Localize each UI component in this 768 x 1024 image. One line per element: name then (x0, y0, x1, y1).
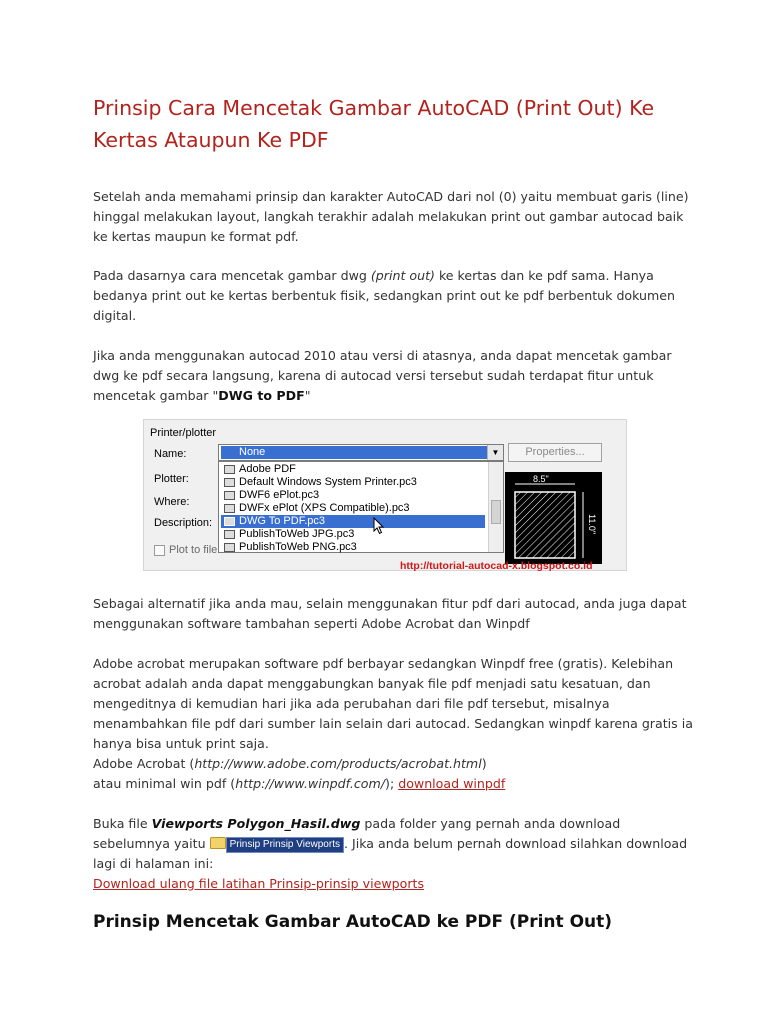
plot-to-file-label: Plot to file (169, 544, 218, 556)
properties-button[interactable]: Properties... (508, 443, 602, 462)
printer-name-select[interactable] (218, 444, 504, 461)
plot-dialog-screenshot (143, 419, 627, 571)
printer-option[interactable] (221, 541, 485, 554)
folder-icon (210, 837, 226, 849)
printer-option[interactable] (221, 463, 485, 476)
plotter-icon (224, 491, 235, 500)
file-name: Viewports Polygon_Hasil.dwg (151, 816, 361, 831)
printer-option[interactable] (221, 476, 485, 489)
text-span: Pada dasarnya cara mencetak gambar dwg (93, 268, 371, 283)
text-span: ) (481, 756, 487, 771)
text-span: ke kertas dan ke pdf sama. Hanya bedanya print out ke kertas berbentuk fisik, sedangkan print out ke pdf berbentuk dokumen digital. (93, 268, 676, 323)
section-heading: Prinsip Mencetak Gambar AutoCAD ke PDF (Print Out) (93, 912, 613, 932)
printer-option[interactable] (221, 489, 485, 502)
italic-text: (print out) (370, 268, 435, 283)
text-span: " (304, 388, 311, 403)
paragraph-acrobat-vs-winpdf: Adobe acrobat merupakan software pdf berbayar sedangkan Winpdf free (gratis). Kelebihan acrobat adalah anda dapat menggabungkan banyak file pdf menjadi satu kesatuan, dan mengeditnya di kemudian hari jika ada perubahan dari file pdf tersebut, misalnya menambahkan file pdf dari sumber lain selain dari autocad. Sedangkan winpdf karena gratis ia hanya bisa untuk print saja. (93, 656, 693, 751)
printer-option[interactable] (221, 502, 485, 515)
option-label: DWG To PDF.pc3 (239, 515, 325, 527)
text-span: Adobe Acrobat ( (93, 756, 195, 771)
option-label: PublishToWeb JPG.pc3 (239, 528, 355, 540)
acrobat-url: http://www.adobe.com/products/acrobat.html (194, 756, 482, 771)
plotter-icon (224, 504, 235, 513)
paper-width-label: 8.5" (533, 474, 549, 484)
text-span: atau minimal win pdf ( (93, 776, 236, 791)
paragraph-print-method (93, 266, 693, 326)
bold-text: DWG to PDF (218, 388, 305, 403)
text-span: Jika anda menggunakan autocad 2010 atau versi di atasnya, anda dapat mencetak gambar dwg ke pdf secara langsung, karena di autocad versi tersebut sudah terdapat fitur untuk mencetak gambar " (93, 348, 672, 403)
printer-plotter-group-label: Printer/plotter (150, 427, 217, 439)
description-label: Description: (154, 517, 213, 529)
paper-height-label: 11.0" (587, 514, 597, 535)
plotter-label: Plotter: (154, 473, 189, 485)
chevron-down-icon[interactable]: ▼ (487, 445, 503, 460)
page-title: Prinsip Cara Mencetak Gambar AutoCAD (Print Out) Ke Kertas Ataupun Ke PDF (93, 96, 655, 152)
intro-paragraph: Setelah anda memahami prinsip dan karakter AutoCAD dari nol (0) yaitu membuat garis (line) hinggal melakukan layout, langkah terakhir adalah melakukan print out gambar autocad baik ke kertas maupun ke format pdf. (93, 189, 689, 244)
plotter-icon (224, 530, 235, 539)
download-viewports-link[interactable]: Download ulang file latihan Prinsip-prinsip viewports (93, 876, 425, 891)
printer-icon (224, 465, 235, 474)
text-span: ); (385, 776, 399, 791)
name-label: Name: (154, 448, 187, 460)
selected-printer-value: None (221, 446, 487, 459)
folder-name-chip: Prinsip Prinsip Viewports (226, 837, 344, 853)
plotter-icon (224, 517, 235, 526)
acrobat-line (93, 754, 693, 774)
winpdf-url: http://www.winpdf.com/ (235, 776, 386, 791)
option-label: DWFx ePlot (XPS Compatible).pc3 (239, 502, 410, 514)
plotter-icon (224, 543, 235, 552)
scrollbar-thumb[interactable] (491, 500, 501, 524)
paper-preview (505, 472, 602, 564)
watermark-url: http://tutorial-autocad-x.blogspot.co.id (400, 560, 593, 572)
text-span: Buka file (93, 816, 152, 831)
plotter-icon (224, 478, 235, 487)
paragraph-dwg-to-pdf (93, 346, 693, 406)
printer-dropdown-list[interactable] (218, 461, 504, 553)
text-span: . Jika anda belum pernah download silahkan download lagi di halaman ini: (93, 836, 688, 871)
plot-to-file-checkbox[interactable] (154, 545, 165, 556)
download-link-line (93, 874, 693, 894)
printer-option-highlighted[interactable] (221, 515, 485, 528)
where-label: Where: (154, 496, 190, 508)
printer-option[interactable] (221, 528, 485, 541)
option-label: PublishToWeb PNG.pc3 (239, 541, 357, 553)
paragraph-open-file (93, 814, 693, 874)
text-span: pada folder yang pernah anda download sebelumnya yaitu (93, 816, 621, 851)
paper-preview-drawing (505, 472, 602, 564)
option-label: Adobe PDF (239, 463, 296, 475)
download-winpdf-link[interactable]: download winpdf (398, 776, 506, 791)
dropdown-scrollbar[interactable] (488, 462, 503, 552)
paragraph-alternative: Sebagai alternatif jika anda mau, selain menggunakan fitur pdf dari autocad, anda juga dapat menggunakan software tambahan seperti Adobe Acrobat dan Winpdf (93, 596, 687, 631)
winpdf-line (93, 774, 693, 794)
option-label: DWF6 ePlot.pc3 (239, 489, 320, 501)
option-label: Default Windows System Printer.pc3 (239, 476, 417, 488)
